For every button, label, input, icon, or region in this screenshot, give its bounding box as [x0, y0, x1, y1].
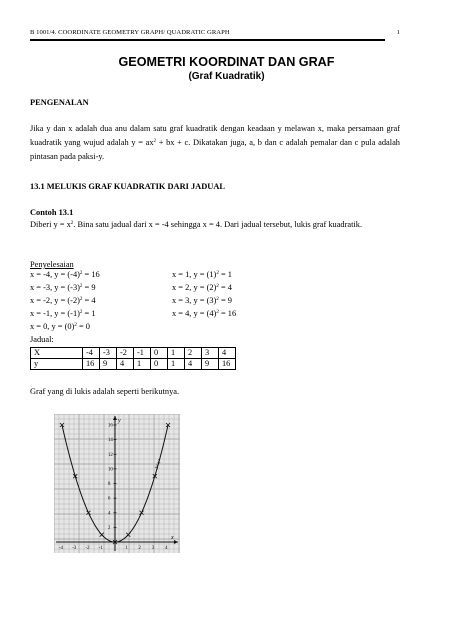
intro-paragraph: [30, 122, 400, 164]
header-page-number: 1: [396, 29, 400, 36]
x-tick-label: -4: [58, 546, 63, 552]
x-tick-label: -2: [85, 546, 90, 552]
table-cell: 4: [117, 359, 134, 370]
intro-heading: PENGENALAN: [30, 98, 89, 107]
intro-text-b: + bx + c. Dikatakan juga, a, b dan c adalah pemalar dan c pula adalah pintasan pada paksi-y.: [30, 138, 400, 161]
section-heading: 13.1 MELUKIS GRAF KUADRATIK DARI JADUAL: [30, 182, 225, 191]
solution-line: x = 4, $y = (4)^2 = 16$: [172, 309, 237, 318]
y-tick-label: 12: [108, 452, 113, 458]
table-cell: 16: [83, 359, 100, 370]
x-tick-label: 1: [125, 546, 128, 552]
x-tick-label: 4: [165, 546, 168, 552]
y-tick-label: 16: [108, 423, 113, 429]
y-tick-label: 10: [108, 467, 113, 473]
x-tick-label: -3: [72, 546, 77, 552]
page-subtitle: (Graf Kuadratik): [188, 71, 265, 82]
solution-title: Penyelesaian: [30, 260, 74, 269]
table-cell: 9: [202, 359, 219, 370]
y-tick-label: 14: [108, 438, 113, 444]
solution-line: x = -3, $y = (-3)^2 = 9$: [30, 283, 96, 292]
table-header-x: X: [31, 348, 83, 359]
table-cell: 0: [151, 359, 168, 370]
header-rule: [30, 39, 385, 41]
table-cell: 4: [219, 348, 236, 359]
y-tick-label: 2: [108, 525, 111, 531]
page-title: GEOMETRI KOORDINAT DAN GRAF: [118, 55, 335, 69]
table-cell: -3: [100, 348, 117, 359]
x-tick-label: 2: [138, 546, 141, 552]
example-text: [30, 218, 400, 231]
table-row-x: [31, 348, 236, 359]
table-cell: 3: [202, 348, 219, 359]
intro-text-a: Jika y dan x adalah dua anu dalam satu graf kuadratik dengan keadaan y melawan x, maka persamaan graf kuadratik yang wujud adalah y = ax: [30, 124, 400, 147]
solution-line: x = -1, $y = (-1)^2 = 1$: [30, 309, 96, 318]
table-cell: 4: [185, 359, 202, 370]
example-title: Contoh 13.1: [30, 208, 74, 217]
table-row-y: [31, 359, 236, 370]
table-cell: -2: [117, 348, 134, 359]
graph-caption: Graf yang di lukis adalah seperti berikutnya.: [30, 387, 180, 396]
table-cell: 1: [134, 359, 151, 370]
x-axis-letter: x: [171, 535, 174, 542]
x-tick-label: -1: [98, 546, 103, 552]
curve-label: y=x²: [154, 459, 163, 470]
table-cell: 0: [151, 348, 168, 359]
value-table: [30, 347, 236, 370]
table-cell: 1: [168, 348, 185, 359]
y-tick-label: 4: [108, 511, 111, 517]
solution-line: x = 0, $y = (0)^2 = 0$: [30, 322, 90, 331]
table-cell: -1: [134, 348, 151, 359]
y-tick-label: 6: [108, 496, 111, 502]
x-tick-label: 3: [151, 546, 155, 552]
table-cell: 9: [100, 359, 117, 370]
intro-exponent: 2: [153, 139, 157, 144]
solution-line: x = 1, $y = (1)^2 = 1$: [172, 270, 232, 279]
solution-line: x = -4, $y = (-4)^2 = 16$: [30, 270, 100, 279]
example-text-b: . Bina satu jadual dari x = -4 sehingga x = 4. Dari jadual tersebut, lukis graf kuadratik.: [73, 220, 363, 229]
solution-line: x = -2, $y = (-2)^2 = 4$: [30, 296, 96, 305]
y-axis-letter: y: [118, 418, 121, 424]
table-cell: 16: [219, 359, 236, 370]
table-cell: -4: [83, 348, 100, 359]
table-cell: 2: [185, 348, 202, 359]
table-cell: 1: [168, 359, 185, 370]
example-exponent: 2: [70, 221, 74, 226]
table-header-y: y: [31, 359, 83, 370]
graph-background: [54, 414, 180, 553]
table-label: Jadual:: [30, 335, 54, 344]
y-tick-label: 8: [108, 482, 111, 488]
solution-line: x = 3, $y = (3)^2 = 9$: [172, 296, 232, 305]
solution-line: x = 2, $y = (2)^2 = 4$: [172, 283, 232, 292]
example-text-a: Diberi y = x: [30, 220, 71, 229]
quadratic-graph: [54, 414, 180, 553]
header-course-title: B 1001/4. COORDINATE GEOMETRY GRAPH/ QUADRATIC GRAPH: [30, 29, 230, 36]
